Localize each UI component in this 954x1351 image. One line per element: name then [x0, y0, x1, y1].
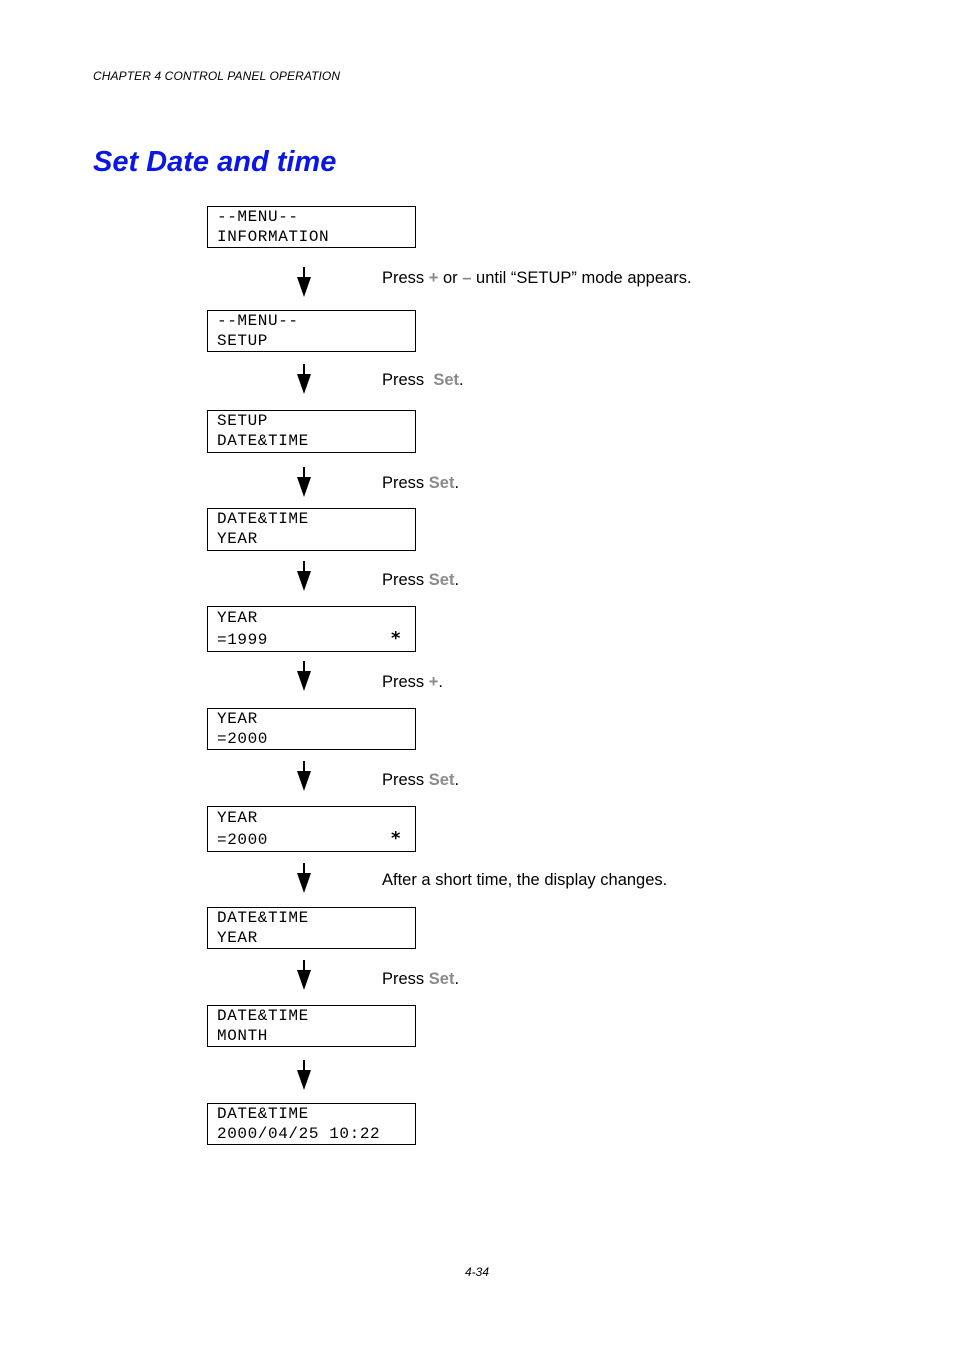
lcd-asterisk: *	[390, 828, 401, 849]
page-title: Set Date and time	[93, 146, 337, 178]
lcd-line-1: DATE&TIME	[217, 909, 309, 927]
lcd-display	[207, 708, 416, 750]
chapter-header: CHAPTER 4 CONTROL PANEL OPERATION	[93, 69, 341, 83]
down-arrow-icon	[297, 1060, 311, 1090]
minus-key-label: –	[462, 269, 472, 287]
down-arrow-icon	[297, 761, 311, 791]
lcd-display	[207, 310, 416, 352]
instruction-note: Press Set.	[382, 371, 464, 389]
lcd-line-2: =2000	[217, 831, 269, 849]
down-arrow-icon	[297, 364, 311, 394]
set-key-label: Set	[428, 970, 455, 988]
down-arrow-icon	[297, 960, 311, 990]
lcd-display	[207, 410, 416, 453]
down-arrow-icon	[297, 467, 311, 497]
lcd-line-2: 2000/04/25 10:22	[217, 1125, 381, 1143]
lcd-display	[207, 1005, 416, 1047]
lcd-line-2: MONTH	[217, 1027, 269, 1045]
lcd-line-2: =2000	[217, 730, 269, 748]
plus-key-label: +	[428, 269, 439, 287]
set-key-label: Set	[428, 571, 455, 589]
lcd-line-2: YEAR	[217, 530, 258, 548]
lcd-line-1: DATE&TIME	[217, 1105, 309, 1123]
lcd-line-1: YEAR	[217, 609, 258, 627]
lcd-line-2: =1999	[217, 631, 269, 649]
lcd-line-1: --MENU--	[217, 312, 299, 330]
lcd-display	[207, 606, 416, 652]
lcd-display	[207, 1103, 416, 1145]
lcd-line-2: INFORMATION	[217, 228, 330, 246]
down-arrow-icon	[297, 863, 311, 893]
instruction-note: Press + or – until “SETUP” mode appears.	[382, 269, 692, 287]
instruction-note: Press Set.	[382, 474, 460, 492]
lcd-line-1: YEAR	[217, 710, 258, 728]
lcd-line-1: YEAR	[217, 809, 258, 827]
instruction-note: Press Set.	[382, 970, 460, 988]
instruction-note: Press Set.	[382, 771, 460, 789]
lcd-display	[207, 508, 416, 551]
lcd-display	[207, 806, 416, 852]
lcd-line-1: SETUP	[217, 412, 269, 430]
set-key-label: Set	[433, 371, 460, 389]
down-arrow-icon	[297, 661, 311, 691]
plus-key-label: +	[428, 673, 439, 691]
lcd-line-1: --MENU--	[217, 208, 299, 226]
lcd-line-2: SETUP	[217, 332, 269, 350]
lcd-display	[207, 907, 416, 949]
page-number: 4-34	[464, 1265, 490, 1279]
lcd-asterisk: *	[390, 628, 401, 649]
down-arrow-icon	[297, 267, 311, 297]
lcd-line-2: YEAR	[217, 929, 258, 947]
lcd-line-1: DATE&TIME	[217, 1007, 309, 1025]
set-key-label: Set	[428, 474, 455, 492]
set-key-label: Set	[428, 771, 455, 789]
down-arrow-icon	[297, 561, 311, 591]
instruction-note: After a short time, the display changes.	[382, 871, 668, 889]
lcd-display	[207, 206, 416, 248]
instruction-note: Press Set.	[382, 571, 460, 589]
lcd-line-1: DATE&TIME	[217, 510, 309, 528]
lcd-line-2: DATE&TIME	[217, 432, 309, 450]
instruction-note: Press +.	[382, 673, 443, 691]
